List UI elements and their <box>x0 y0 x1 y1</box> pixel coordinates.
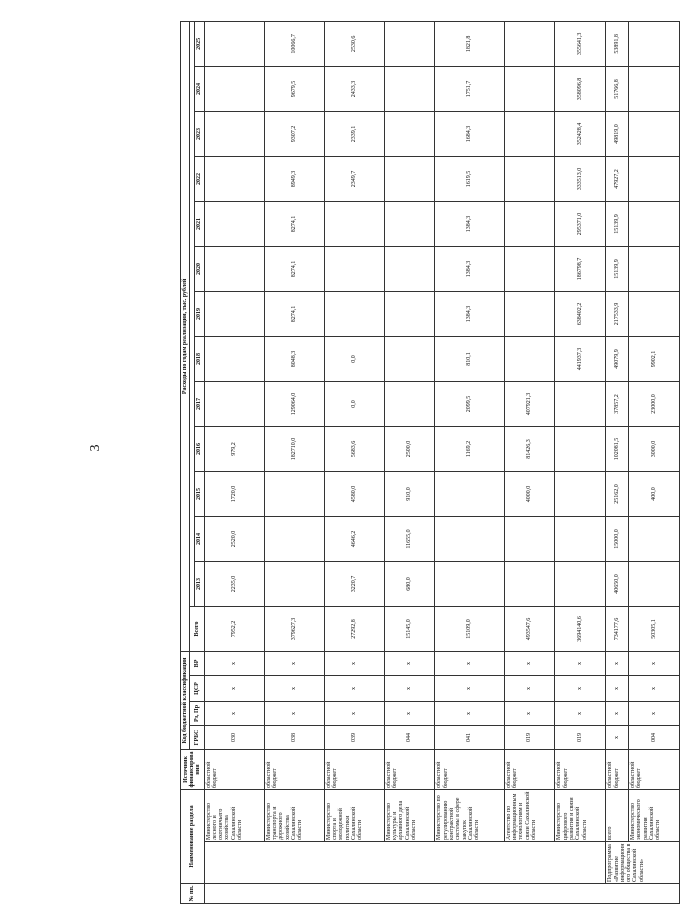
row-year-value: 23000,0 <box>629 381 680 426</box>
table-row <box>555 21 606 903</box>
header-year: 2016 <box>195 426 204 471</box>
table-row <box>204 21 264 903</box>
subprogram-name: Подпрограмма «Развитие информационного общества в Сахалинской области» <box>606 842 680 884</box>
group-cell-empty <box>204 842 606 884</box>
row-year-value: 37857,2 <box>606 381 629 426</box>
budget-table-container <box>180 24 680 904</box>
row-year-value <box>504 291 555 336</box>
header-year: 2020 <box>195 246 204 291</box>
row-year-value <box>555 381 606 426</box>
header-num: № пп. <box>181 884 205 904</box>
row-year-value <box>504 516 555 561</box>
table-row <box>504 21 555 903</box>
row-year-value: 1619,5 <box>435 156 504 201</box>
row-year-value: 102081,5 <box>606 426 629 471</box>
row-year-value: 4580,0 <box>324 471 384 516</box>
row-source: областной бюджет <box>629 749 680 789</box>
row-year-value: 400,0 <box>629 471 680 516</box>
row-name: Министерство транспорта и дорожного хозяйства Сахалинской области <box>264 789 324 841</box>
row-rzpr: х <box>204 701 264 725</box>
row-source: областной бюджет <box>384 749 435 789</box>
row-year-value <box>435 561 504 606</box>
header-year: 2018 <box>195 336 204 381</box>
row-year-value: 638402,2 <box>555 291 606 336</box>
row-year-value <box>264 471 324 516</box>
header-year: 2015 <box>195 471 204 516</box>
row-csr: х <box>204 675 264 701</box>
row-year-value: 355641,3 <box>555 21 606 66</box>
row-year-value <box>629 66 680 111</box>
row-total: 7952,2 <box>204 606 264 651</box>
row-year-value: 217533,9 <box>606 291 629 336</box>
row-year-value <box>504 246 555 291</box>
header-csr: ЦСР <box>190 675 204 701</box>
row-year-value: 979,2 <box>204 426 264 471</box>
row-year-value: 4646,2 <box>324 516 384 561</box>
table-row <box>629 21 680 903</box>
row-year-value: 3000,0 <box>629 426 680 471</box>
row-year-value: 129064,0 <box>264 381 324 426</box>
row-total: 379627,3 <box>264 606 324 651</box>
row-year-value: 49819,0 <box>606 111 629 156</box>
row-year-value: 3220,7 <box>324 561 384 606</box>
row-year-value <box>504 561 555 606</box>
row-year-value <box>384 291 435 336</box>
row-total: 15145,0 <box>384 606 435 651</box>
table-row <box>384 21 435 903</box>
row-year-value: 810,1 <box>435 336 504 381</box>
table-row <box>324 21 384 903</box>
row-grbs: 039 <box>324 725 384 749</box>
row-year-value: 4000,0 <box>504 471 555 516</box>
header-years-group: Расходы по годам реализации, тыс. рублей <box>181 21 190 651</box>
row-name: Министерство по регулированию контрактной системы в сфере закупок Сахалинской области <box>435 789 504 841</box>
row-year-value <box>504 66 555 111</box>
header-source: Источник финансирования <box>181 749 205 789</box>
row-name: Министерство спорта и молодежной политики Сахалинской области <box>324 789 384 841</box>
row-year-value <box>555 561 606 606</box>
row-year-value <box>384 381 435 426</box>
row-year-value: 186798,7 <box>555 246 606 291</box>
row-name: Агентство по информационным технологиям и связи Сахалинской области <box>504 789 555 841</box>
row-year-value <box>204 21 264 66</box>
row-year-value <box>555 471 606 516</box>
row-rzpr: х <box>629 701 680 725</box>
row-year-value <box>384 156 435 201</box>
row-year-value <box>204 336 264 381</box>
table-row <box>606 21 629 903</box>
row-year-value: 2235,0 <box>204 561 264 606</box>
row-vr: х <box>606 651 629 675</box>
row-year-value: 5683,6 <box>324 426 384 471</box>
row-grbs: 041 <box>435 725 504 749</box>
row-name: Министерство экономического развития Сахалинской области <box>629 789 680 841</box>
row-year-value: 1169,2 <box>435 426 504 471</box>
row-year-value: 441937,3 <box>555 336 606 381</box>
row-year-value: 1751,7 <box>435 66 504 111</box>
row-year-value <box>384 21 435 66</box>
table-row <box>435 21 504 903</box>
header-rzpr: Рз, Пр <box>190 701 204 725</box>
header-year: 2017 <box>195 381 204 426</box>
row-year-value: 2530,6 <box>324 21 384 66</box>
row-year-value <box>204 291 264 336</box>
row-csr: х <box>555 675 606 701</box>
row-year-value: 15000,0 <box>606 516 629 561</box>
row-year-value <box>504 21 555 66</box>
row-vr: х <box>204 651 264 675</box>
row-year-value <box>504 156 555 201</box>
row-vr: х <box>264 651 324 675</box>
row-year-value <box>384 246 435 291</box>
row-year-value <box>504 111 555 156</box>
row-year-value: 2500,0 <box>384 426 435 471</box>
row-year-value: 10066,7 <box>264 21 324 66</box>
row-year-value: 295371,0 <box>555 201 606 246</box>
header-year: 2014 <box>195 516 204 561</box>
row-year-value: 8048,3 <box>264 336 324 381</box>
row-vr: х <box>384 651 435 675</box>
row-grbs: 019 <box>555 725 606 749</box>
row-year-value <box>555 426 606 471</box>
row-grbs: 004 <box>629 725 680 749</box>
header-grbs: ГРБС <box>190 725 204 749</box>
header-year: 2021 <box>195 201 204 246</box>
row-year-value: 49079,9 <box>606 336 629 381</box>
row-year-value <box>384 66 435 111</box>
row-year-value: 333513,0 <box>555 156 606 201</box>
row-name: Министерство культуры и архивного дела Сахалинской области <box>384 789 435 841</box>
budget-table <box>180 21 680 904</box>
row-rzpr: х <box>324 701 384 725</box>
row-rzpr: х <box>384 701 435 725</box>
row-year-value <box>264 561 324 606</box>
row-source: областной бюджет <box>555 749 606 789</box>
header-name: Наименование раздела <box>181 789 205 883</box>
row-rzpr: х <box>504 701 555 725</box>
row-year-value: 9679,5 <box>264 66 324 111</box>
row-year-value: 910,0 <box>384 471 435 516</box>
row-grbs: х <box>606 725 629 749</box>
row-year-value: 680,0 <box>384 561 435 606</box>
row-year-value: 1384,3 <box>435 246 504 291</box>
row-year-value <box>629 201 680 246</box>
row-csr: х <box>629 675 680 701</box>
row-year-value <box>629 516 680 561</box>
row-total: 15109,0 <box>435 606 504 651</box>
row-grbs: 019 <box>504 725 555 749</box>
row-csr: х <box>504 675 555 701</box>
header-row-1 <box>181 21 190 903</box>
row-year-value <box>384 336 435 381</box>
row-year-value <box>204 201 264 246</box>
row-year-value <box>384 201 435 246</box>
row-year-value: 40650,0 <box>606 561 629 606</box>
row-year-value: 1384,3 <box>435 201 504 246</box>
row-year-value: 1720,0 <box>204 471 264 516</box>
row-year-value: 8274,1 <box>264 201 324 246</box>
row-vr: х <box>555 651 606 675</box>
row-year-value: 407921,3 <box>504 381 555 426</box>
row-year-value: 0,0 <box>324 336 384 381</box>
row-year-value <box>629 246 680 291</box>
row-year-value: 15139,9 <box>606 246 629 291</box>
row-rzpr: х <box>435 701 504 725</box>
header-year: 2024 <box>195 66 204 111</box>
row-csr: х <box>264 675 324 701</box>
row-source: областной бюджет <box>435 749 504 789</box>
row-num-cell <box>204 884 679 904</box>
row-year-value <box>204 111 264 156</box>
table-row <box>264 21 324 903</box>
row-year-value <box>629 156 680 201</box>
row-csr: х <box>606 675 629 701</box>
row-year-value: 9902,1 <box>629 336 680 381</box>
row-rzpr: х <box>606 701 629 725</box>
row-year-value <box>435 516 504 561</box>
header-budget-code: Код бюджетной классификации <box>181 651 190 749</box>
row-source: областной бюджет <box>504 749 555 789</box>
row-year-value: 2339,1 <box>324 111 384 156</box>
row-grbs: 044 <box>384 725 435 749</box>
row-year-value <box>504 201 555 246</box>
header-year: 2025 <box>195 21 204 66</box>
row-year-value: 352428,4 <box>555 111 606 156</box>
row-year-value: 0,0 <box>324 381 384 426</box>
row-year-value: 358096,8 <box>555 66 606 111</box>
row-total: 3694140,6 <box>555 606 606 651</box>
row-year-value: 81426,3 <box>504 426 555 471</box>
row-year-value <box>435 471 504 516</box>
row-year-value <box>204 156 264 201</box>
row-year-value <box>629 111 680 156</box>
row-year-value: 2099,5 <box>435 381 504 426</box>
row-year-value <box>629 21 680 66</box>
row-year-value <box>264 516 324 561</box>
row-year-value: 1384,3 <box>435 291 504 336</box>
row-year-value <box>555 516 606 561</box>
row-year-value: 9307,2 <box>264 111 324 156</box>
row-year-value <box>629 561 680 606</box>
row-name: всего <box>606 789 629 841</box>
row-year-value: 2349,7 <box>324 156 384 201</box>
row-year-value: 1684,3 <box>435 111 504 156</box>
row-year-value <box>204 66 264 111</box>
row-year-value: 47927,2 <box>606 156 629 201</box>
row-year-value: 8274,1 <box>264 291 324 336</box>
row-year-value <box>204 246 264 291</box>
row-total: 493547,6 <box>504 606 555 651</box>
header-year: 2022 <box>195 156 204 201</box>
row-year-value <box>384 111 435 156</box>
header-year: 2013 <box>195 561 204 606</box>
row-year-value: 53891,8 <box>606 21 629 66</box>
row-vr: х <box>504 651 555 675</box>
header-year: 2023 <box>195 111 204 156</box>
row-year-value: 2520,0 <box>204 516 264 561</box>
row-year-value: 15139,9 <box>606 201 629 246</box>
row-year-value <box>324 201 384 246</box>
row-year-value <box>324 291 384 336</box>
header-total: Всего <box>190 606 204 651</box>
row-year-value: 8949,3 <box>264 156 324 201</box>
row-source: областной бюджет <box>324 749 384 789</box>
row-grbs: 030 <box>204 725 264 749</box>
row-total: 734177,6 <box>606 606 629 651</box>
table-body <box>204 21 679 903</box>
row-year-value: 51766,8 <box>606 66 629 111</box>
row-year-value <box>629 291 680 336</box>
row-year-value: 2433,3 <box>324 66 384 111</box>
row-vr: х <box>435 651 504 675</box>
row-source: областной бюджет <box>204 749 264 789</box>
row-year-value <box>324 246 384 291</box>
row-total: 50305,1 <box>629 606 680 651</box>
row-year-value: 182710,0 <box>264 426 324 471</box>
header-vr: ВР <box>190 651 204 675</box>
row-vr: х <box>324 651 384 675</box>
row-csr: х <box>435 675 504 701</box>
row-grbs: 038 <box>264 725 324 749</box>
row-rzpr: х <box>555 701 606 725</box>
row-source: областной бюджет <box>606 749 629 789</box>
row-csr: х <box>324 675 384 701</box>
header-year: 2019 <box>195 291 204 336</box>
page-number: 3 <box>88 444 103 452</box>
row-year-value: 25162,0 <box>606 471 629 516</box>
row-year-value: 11655,0 <box>384 516 435 561</box>
row-year-value: 1821,8 <box>435 21 504 66</box>
row-year-value <box>504 336 555 381</box>
row-source: областной бюджет <box>264 749 324 789</box>
row-vr: х <box>629 651 680 675</box>
row-total: 27292,8 <box>324 606 384 651</box>
row-year-value <box>204 381 264 426</box>
row-rzpr: х <box>264 701 324 725</box>
row-name: Министерство цифрового развития и связи Сахалинской области <box>555 789 606 841</box>
row-csr: х <box>384 675 435 701</box>
row-year-value: 8274,1 <box>264 246 324 291</box>
row-name: Министерство лесного и охотничьего хозяйства Сахалинской области <box>204 789 264 841</box>
